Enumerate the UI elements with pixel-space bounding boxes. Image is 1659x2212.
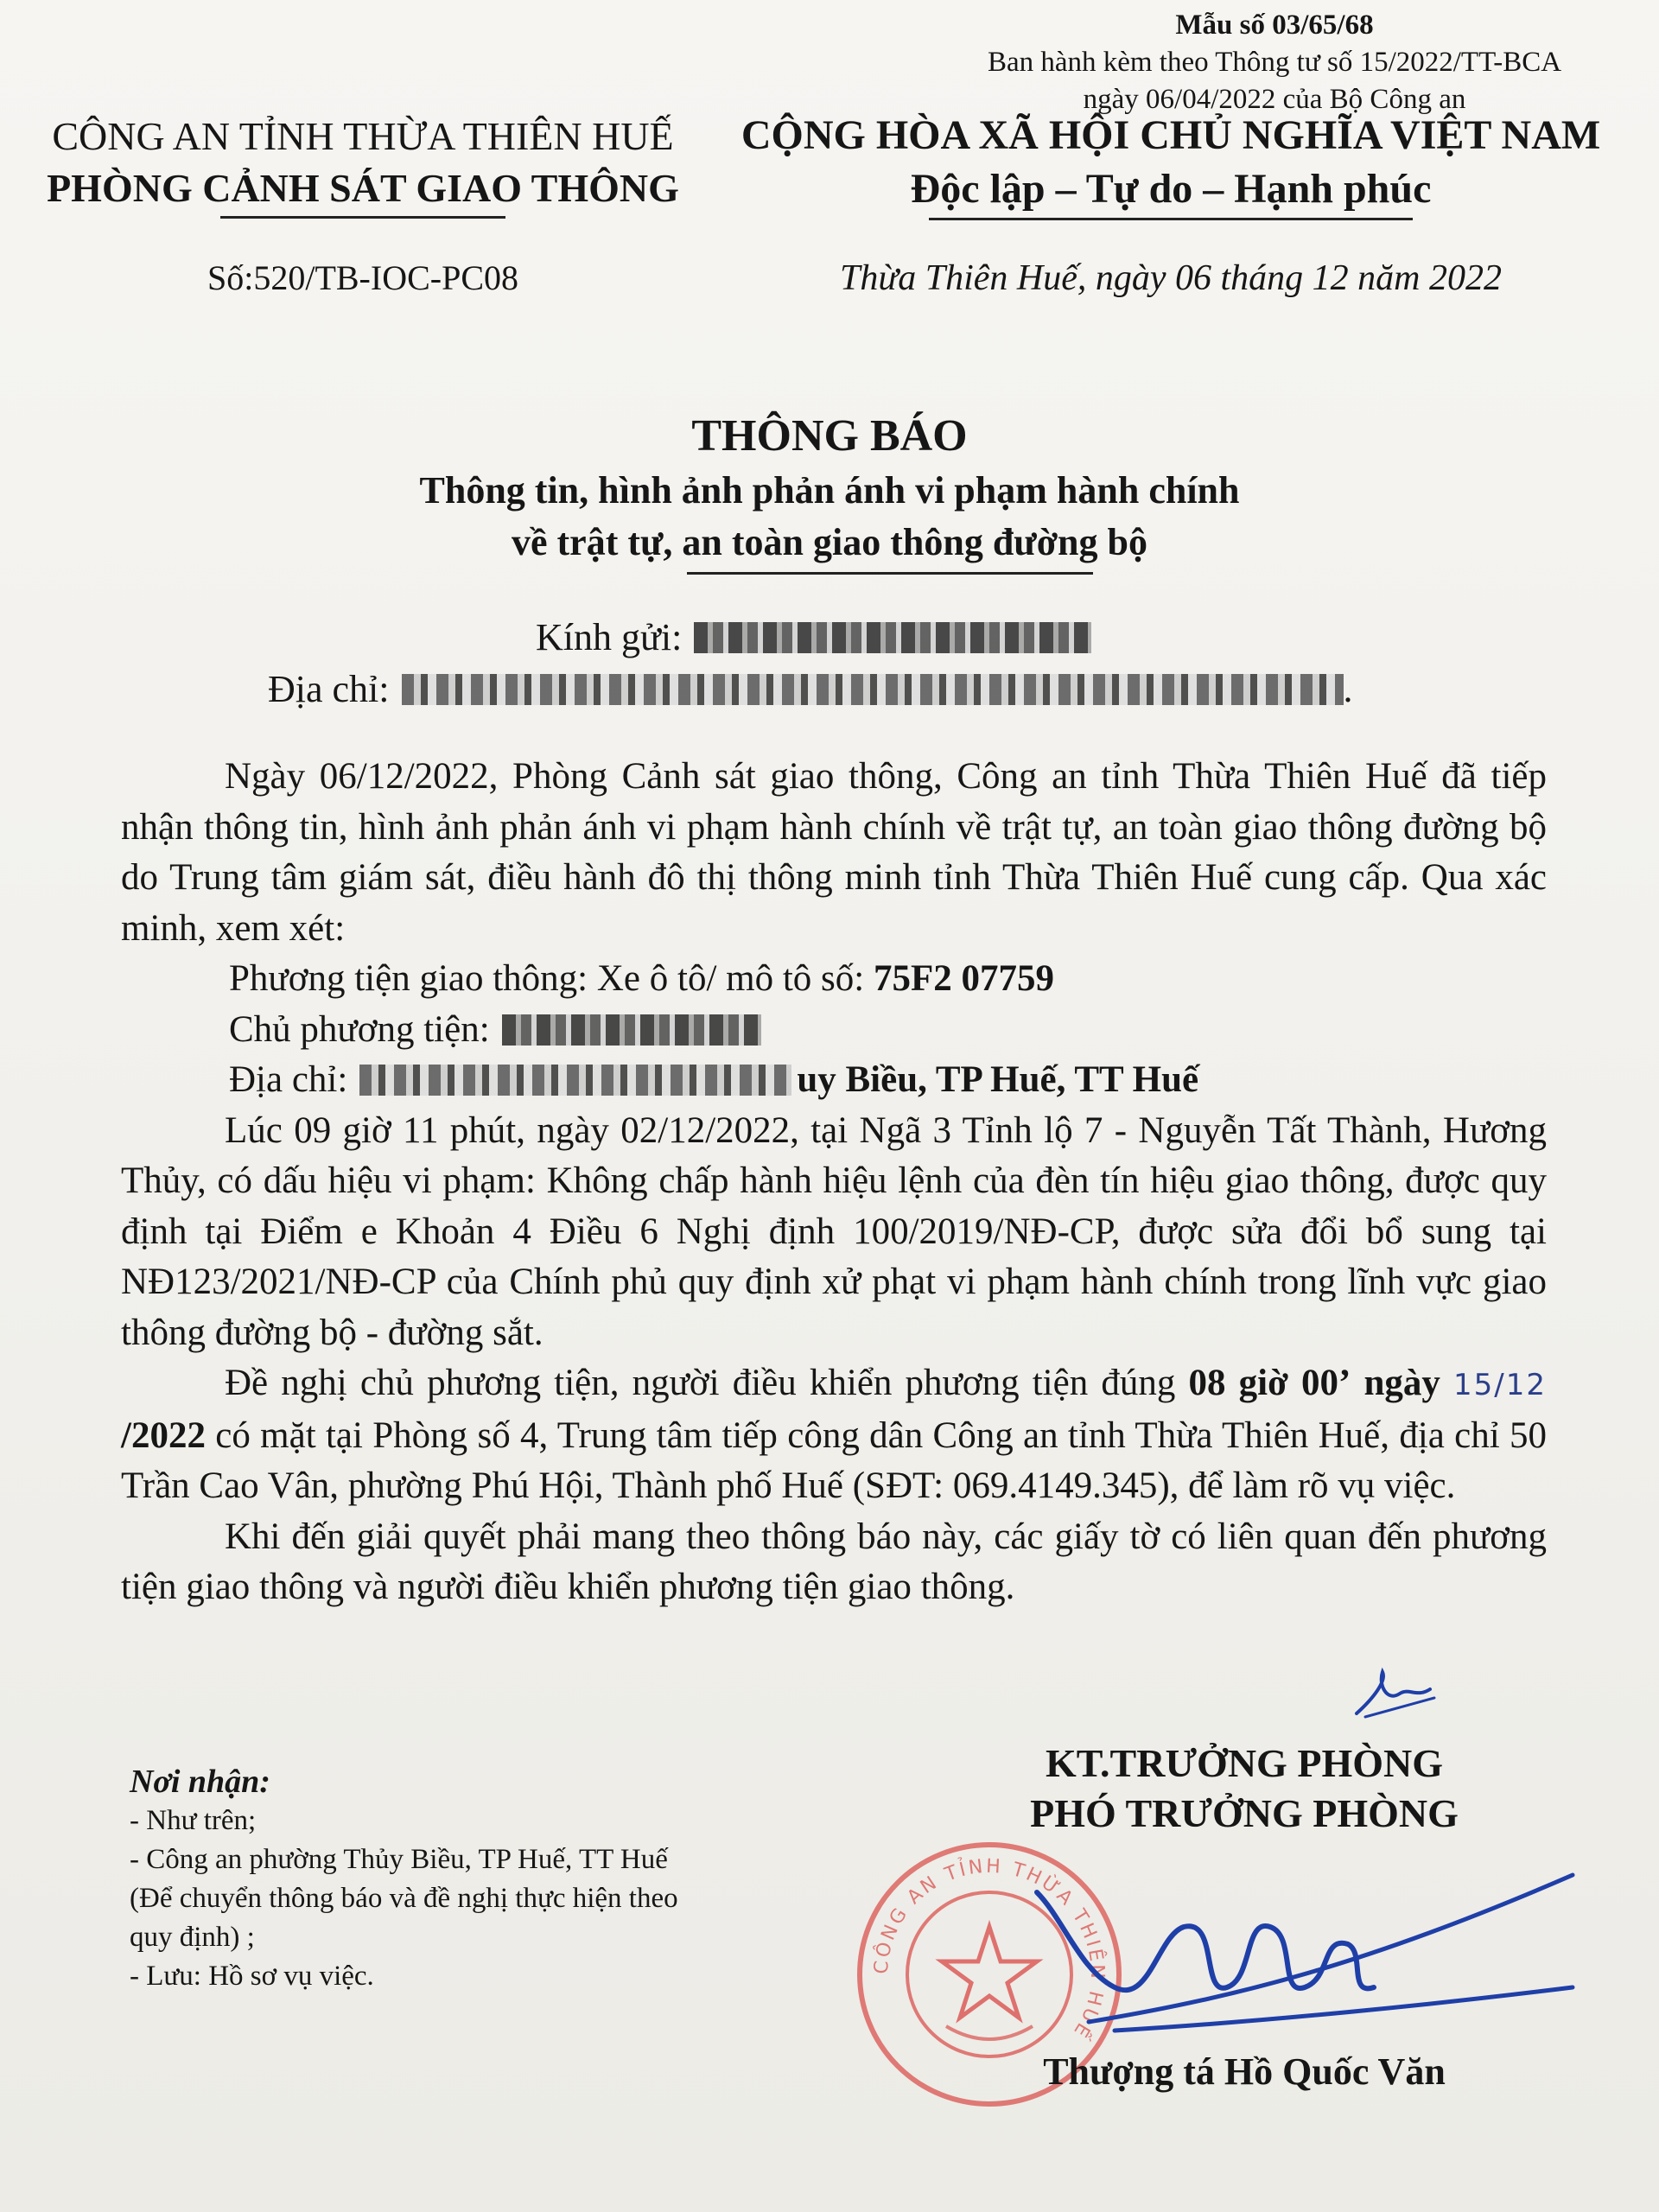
para3-time: 08 giờ 00’ (1188, 1363, 1351, 1403)
body-paragraph-3 (121, 1358, 1547, 1512)
redacted-owner-address (359, 1065, 791, 1096)
owner-label: Chủ phương tiện: (229, 1008, 490, 1050)
place-date: Thừa Thiên Huế, ngày 06 tháng 12 năm 2022 (839, 258, 1503, 298)
vehicle-label: Phương tiện giao thông: Xe ô tô/ mô tô số: (229, 958, 865, 999)
para3-post: có mặt tại Phòng số 4, Trung tâm tiếp công dân Công an tỉnh Thừa Thiên Huế, địa chỉ 50 Trần Cao Vân, phường Phú Hội, Thành phố Huế (SĐT: 069.4149.345), để làm rõ vụ việc. (121, 1414, 1547, 1506)
title-line-1: Thông tin, hình ảnh phản ánh vi phạm hành chính (419, 469, 1240, 512)
nation-motto: Độc lập – Tự do – Hạnh phúc (910, 166, 1432, 212)
signature-title-2: PHÓ TRƯỞNG PHÒNG (1030, 1791, 1459, 1835)
stamp-text: CÔNG AN TỈNH THỪA THIÊN HUẾ (870, 1855, 1109, 2044)
redacted-owner-name (502, 1014, 761, 1046)
para3-day-label: ngày (1363, 1363, 1440, 1403)
body-paragraph-2: Lúc 09 giờ 11 phút, ngày 02/12/2022, tại Ngã 3 Tỉnh lộ 7 - Nguyễn Tất Thành, Hương Thủy, có dấu hiệu vi phạm: Không chấp hành hiệu lệnh của đèn tín hiệu giao thông, được quy định tại Điểm e Khoản 4 Điều 6 Nghị định 100/2019/NĐ-CP, được sửa đổi bổ sung tại NĐ123/2021/NĐ-CP của Chính phủ quy định xử phạt vi phạm hành chính trong lĩnh vực giao thông đường bộ - đường sắt. (121, 1109, 1547, 1353)
agency-underline (220, 216, 505, 219)
recipient-block (259, 612, 1469, 715)
owner-address-row (229, 1055, 1547, 1106)
recipient-address-row (259, 664, 1469, 715)
recipients-list (130, 1763, 804, 1996)
body-paragraph-1: Ngày 06/12/2022, Phòng Cảnh sát giao thông, Công an tỉnh Thừa Thiên Huế đã tiếp nhận thông tin, hình ảnh phản ánh vi phạm hành chính về trật tự, an toàn giao thông đường bộ do Trung tâm giám sát, điều hành đô thị thông minh tỉnh Thừa Thiên Huế cung cấp. Qua xác minh, xem xét: (121, 756, 1547, 949)
form-number-block (942, 7, 1607, 118)
recipient-to-row (259, 612, 1469, 664)
document-body (121, 752, 1547, 1613)
redacted-recipient-address (402, 674, 1344, 705)
title-underline (687, 572, 1093, 575)
nation-name: CỘNG HÒA XÃ HỘI CHỦ NGHĨA VIỆT NAM (741, 112, 1601, 158)
owner-address-label: Địa chỉ: (229, 1059, 348, 1100)
initial-mark-icon (1348, 1663, 1443, 1724)
recipient-address-label: Địa chỉ: (268, 668, 390, 710)
form-number: Mẫu số 03/65/68 (1175, 10, 1374, 41)
owner-address-visible: uy Biều, TP Huế, TT Huế (797, 1059, 1199, 1100)
document-number: Số:520/TB-IOC-PC08 (207, 258, 519, 297)
nation-header (726, 109, 1616, 220)
para3-pre: Đề nghị chủ phương tiện, người điều khiển phương tiện đúng (225, 1363, 1176, 1403)
handwritten-signature-icon (985, 1858, 1590, 2048)
document-title (173, 408, 1486, 575)
para3-year: /2022 (121, 1414, 206, 1456)
recipient-address-tail: . (1343, 668, 1353, 710)
recipients-item-2-note-1: (Để chuyển thông báo và đề nghị thực hiện theo (130, 1883, 678, 1914)
title-main: THÔNG BÁO (691, 411, 968, 461)
recipients-item-2: - Công an phường Thủy Biều, TP Huế, TT Huế (130, 1844, 668, 1875)
form-issued-line-2: ngày 06/04/2022 của Bộ Công an (1083, 84, 1466, 115)
recipients-item-2-note-2: quy định) ; (130, 1922, 255, 1953)
title-line-2: về trật tự, an toàn giao thông đường bộ (511, 521, 1147, 563)
signature-block (899, 1738, 1590, 1839)
recipient-to-label: Kính gửi: (536, 616, 683, 658)
motto-underline (929, 218, 1413, 220)
agency-header (35, 111, 691, 219)
handwritten-date: 15/12 (1453, 1368, 1548, 1402)
agency-parent: CÔNG AN TỈNH THỪA THIÊN HUẾ (52, 114, 674, 158)
recipients-heading: Nơi nhận: (130, 1764, 270, 1800)
signer-name: Thượng tá Hồ Quốc Văn (1043, 2050, 1446, 2093)
vehicle-row (229, 954, 1547, 1005)
vehicle-plate: 75F2 07759 (873, 958, 1055, 999)
form-issued-line-1: Ban hành kèm theo Thông tư số 15/2022/TT-BCA (987, 47, 1562, 78)
signature-title-1: KT.TRƯỞNG PHÒNG (1046, 1741, 1443, 1785)
recipients-item-1: - Như trên; (130, 1805, 257, 1836)
owner-row (229, 1005, 1547, 1056)
body-paragraph-4: Khi đến giải quyết phải mang theo thông báo này, các giấy tờ có liên quan đến phương tiện giao thông và người điều khiển phương tiện giao thông. (121, 1516, 1547, 1607)
recipients-item-3: - Lưu: Hồ sơ vụ việc. (130, 1961, 374, 1992)
redacted-recipient-name (694, 622, 1091, 653)
vehicle-info (121, 954, 1547, 1106)
agency-office: PHÒNG CẢNH SÁT GIAO THÔNG (47, 166, 679, 210)
